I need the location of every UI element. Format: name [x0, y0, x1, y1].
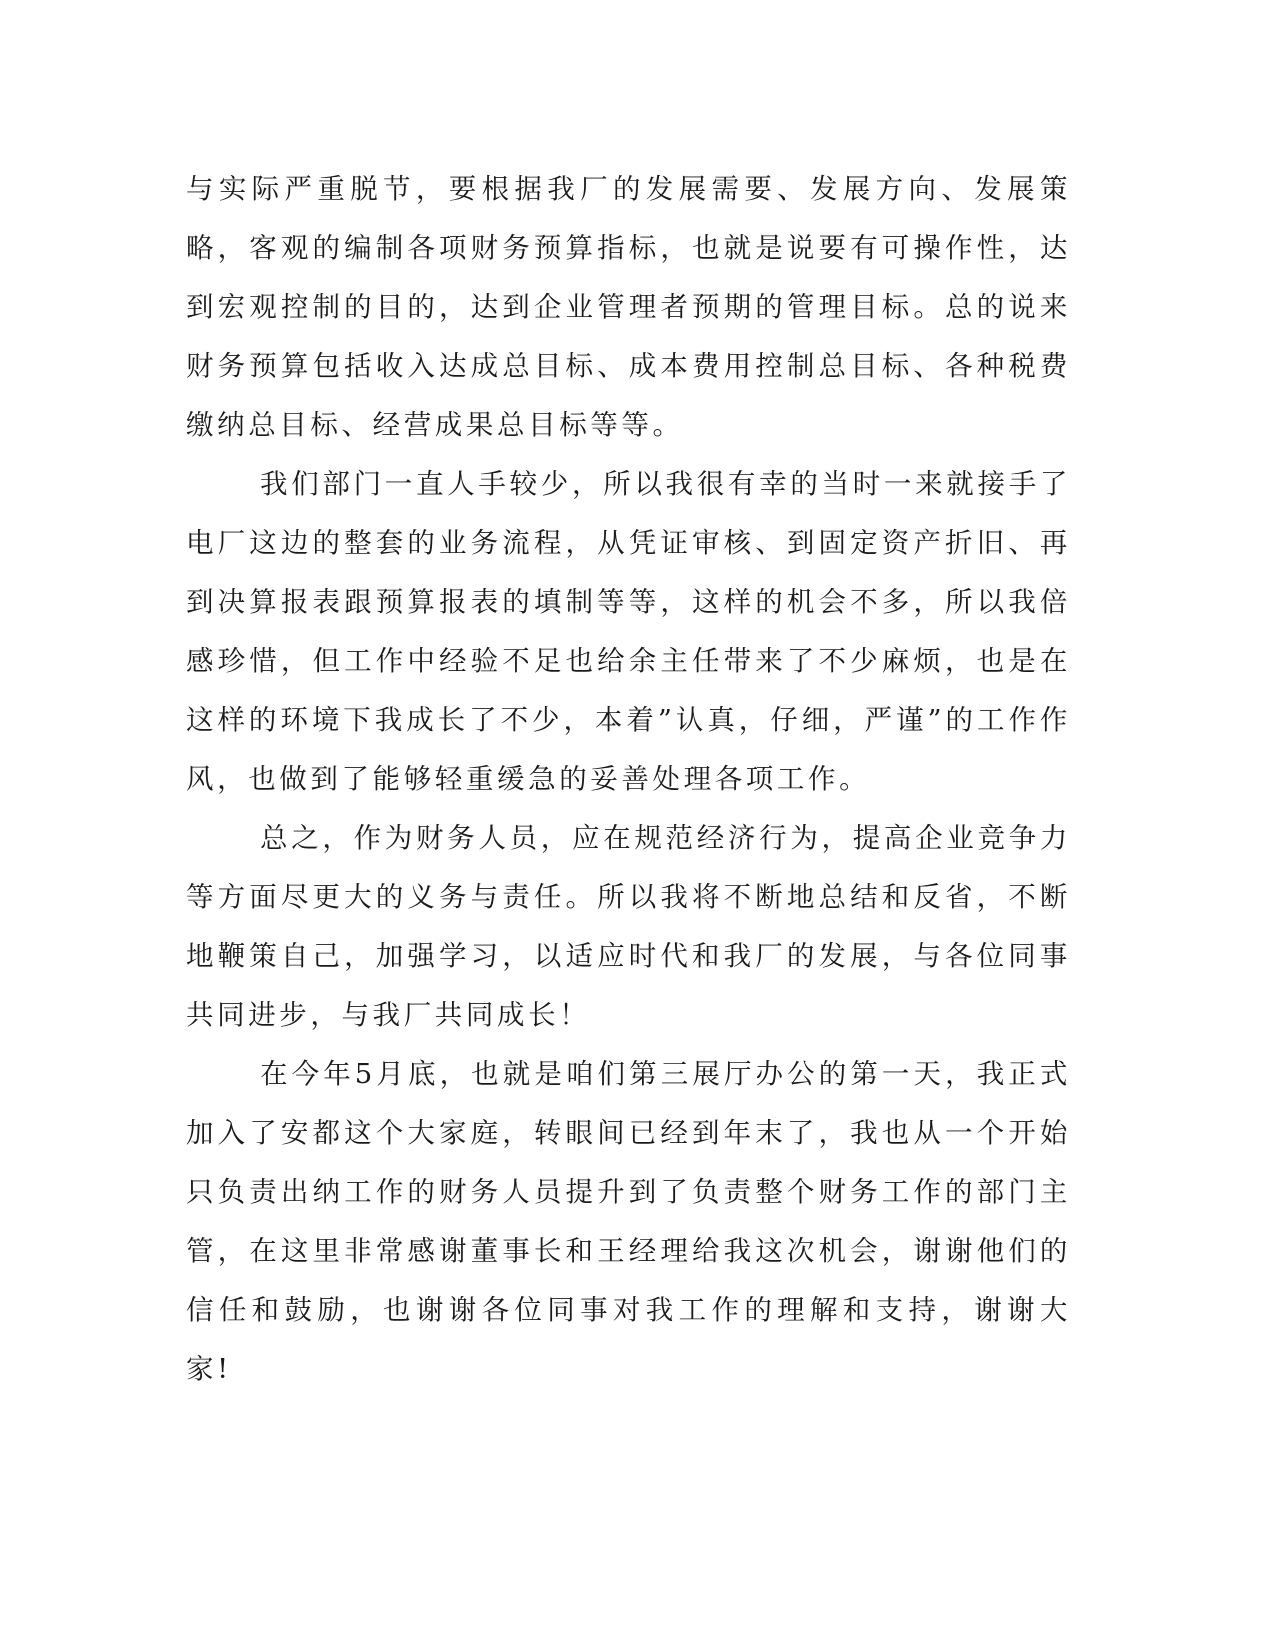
paragraph-2: 我们部门一直人手较少，所以我很有幸的当时一来就接手了电厂这边的整套的业务流程，从凭证审核、到固定资产折旧、再到决算报表跟预算报表的填制等等，这样的机会不多，所以我倍感珍惜，但工作中经验不足也给余主任带来了不少麻烦，也是在这样的环境下我成长了不少，本着”认真，仔细，严谨”的工作作风，也做到了能够轻重缓急的妥善处理各项工作。 [186, 468, 1071, 795]
paragraph-1: 与实际严重脱节，要根据我厂的发展需要、发展方向、发展策略，客观的编制各项财务预算指标，也就是说要有可操作性，达到宏观控制的目的，达到企业管理者预期的管理目标。总的说来财务预算包括收入达成总目标、成本费用控制总目标、各种税费缴纳总目标、经营成果总目标等等。 [186, 173, 1071, 441]
document-body [186, 160, 1071, 1399]
paragraph-4: 在今年5月底，也就是咱们第三展厅办公的第一天，我正式加入了安都这个大家庭，转眼间已经到年末了，我也从一个开始只负责出纳工作的财务人员提升到了负责整个财务工作的部门主管，在这里非常感谢董事长和王经理给我这次机会，谢谢他们的信任和鼓励，也谢谢各位同事对我工作的理解和支持，谢谢大家! [186, 1058, 1072, 1385]
paragraph-3: 总之，作为财务人员，应在规范经济行为，提高企业竞争力等方面尽更大的义务与责任。所以我将不断地总结和反省，不断地鞭策自己，加强学习，以适应时代和我厂的发展，与各位同事共同进步，与我厂共同成长！ [186, 822, 1071, 1031]
